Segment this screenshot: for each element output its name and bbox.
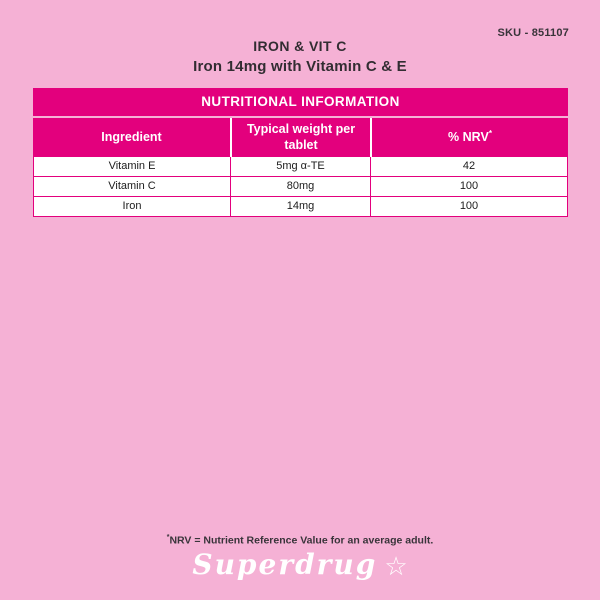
cell-nrv: 100 bbox=[370, 197, 567, 216]
product-title-line-1: IRON & VIT C bbox=[253, 38, 347, 54]
table-body bbox=[33, 157, 568, 217]
table-title-bar: NUTRITIONAL INFORMATION bbox=[33, 88, 568, 116]
column-header-nrv bbox=[370, 118, 568, 157]
brand-logo bbox=[0, 548, 600, 581]
column-header-weight-label: Typical weight per tablet bbox=[246, 122, 356, 152]
footnote-superscript: * bbox=[166, 534, 170, 541]
table-row bbox=[34, 176, 567, 196]
star-icon: ☆ bbox=[384, 551, 408, 581]
footnote-text: NRV = Nutrient Reference Value for an average adult. bbox=[169, 534, 434, 547]
column-header-ingredient bbox=[33, 118, 230, 157]
cell-ingredient: Vitamin E bbox=[34, 157, 230, 176]
nrv-superscript: * bbox=[488, 128, 492, 138]
cell-ingredient: Vitamin C bbox=[34, 177, 230, 196]
sku-text: SKU - 851107 bbox=[497, 27, 569, 39]
table-row bbox=[34, 157, 567, 176]
nutrition-table bbox=[33, 88, 568, 217]
column-header-nrv-label: % NRV* bbox=[448, 128, 492, 144]
product-title-line-2: Iron 14mg with Vitamin C & E bbox=[193, 58, 407, 75]
cell-nrv: 42 bbox=[370, 157, 567, 176]
column-header-row bbox=[33, 118, 568, 157]
cell-ingredient: Iron bbox=[34, 197, 230, 216]
cell-nrv: 100 bbox=[370, 177, 567, 196]
cell-weight: 5mg α-TE bbox=[230, 157, 370, 176]
column-header-ingredient-label: Ingredient bbox=[101, 129, 162, 144]
cell-weight: 14mg bbox=[230, 197, 370, 216]
cell-weight: 80mg bbox=[230, 177, 370, 196]
table-row bbox=[34, 196, 567, 216]
brand-name: Superdrug bbox=[192, 548, 378, 581]
product-title bbox=[0, 38, 600, 75]
nrv-footnote bbox=[0, 534, 600, 547]
column-header-weight bbox=[230, 118, 370, 157]
